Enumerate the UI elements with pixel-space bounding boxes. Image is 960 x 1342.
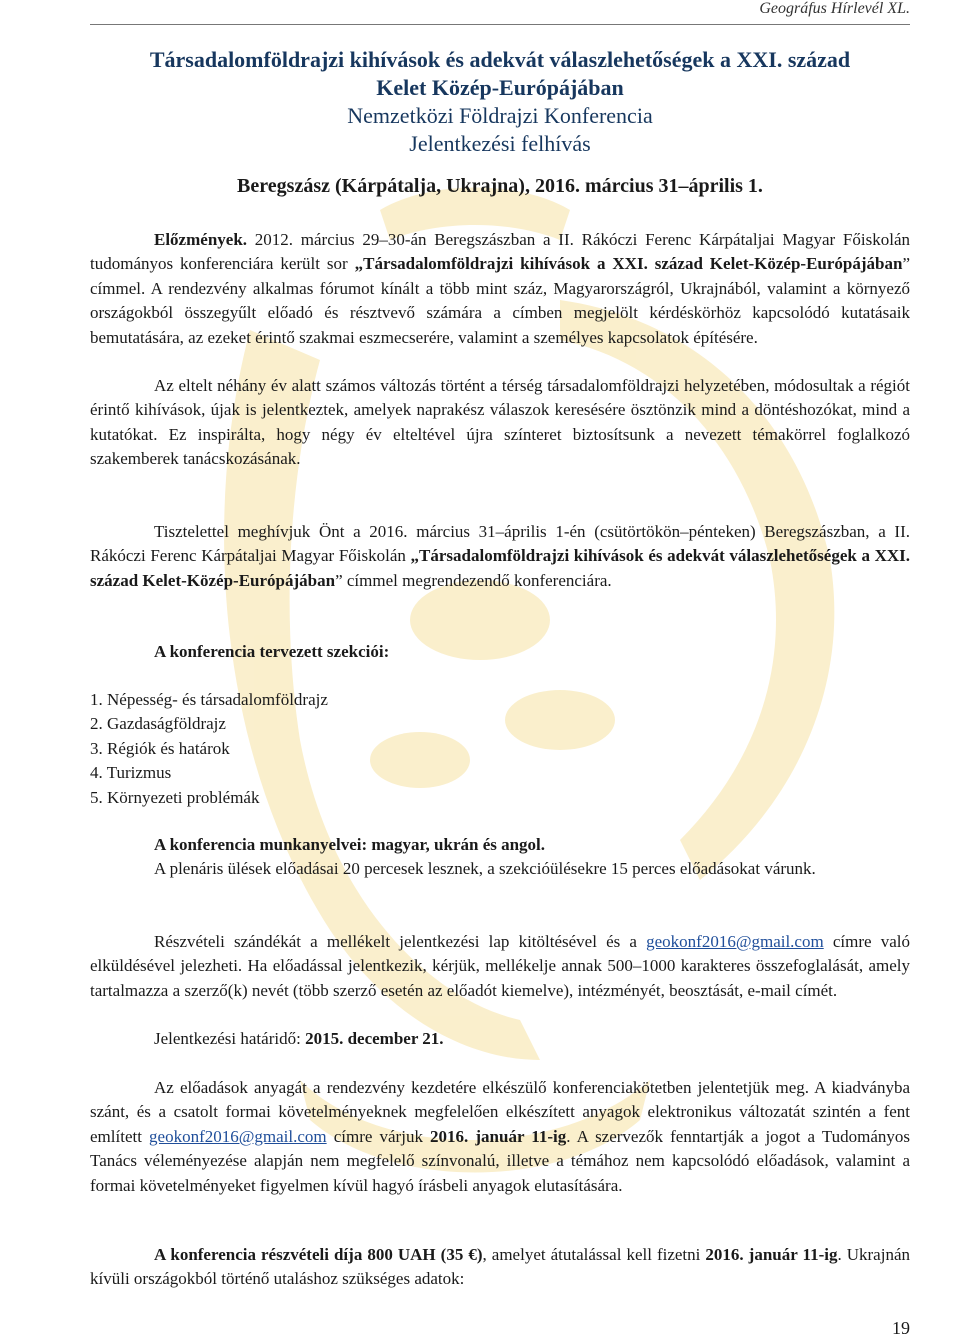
title-line: Kelet Közép-Európájában xyxy=(376,75,624,100)
text-run: Az előadások anyagát a rendezvény kezdetére elkészülő konferenciakötetben jelentetjük meg. A kiadványba szánt, és a csatolt formai követelményeknek megfelelően elkészített anyagok elektronikus változatát szintén a fent említett xyxy=(90,1078,910,1146)
deadline-line xyxy=(90,1027,910,1051)
list-item: 2. Gazdaságföldrajz xyxy=(90,714,226,734)
intro-paragraph xyxy=(90,228,910,350)
text-run: 2012. március 29–30-án Beregszászban a II. Rákóczi Ferenc Kárpátaljai Magyar Főiskolán tudományos konferenciára került sor xyxy=(90,230,910,274)
text-run: címre való elküldésével jelezheti. Ha előadással jelentkezik, kérjük, mellékelje annak 500–1000 karakteres összefoglalását, amely tartalmazza a szerző(k) nevét (több szerző esetén az előadót kiemelve), intézményét, beosztását, e-mail címét. xyxy=(90,932,910,1000)
email-link[interactable]: geokonf2016@gmail.com xyxy=(149,1126,327,1146)
title-block xyxy=(90,46,910,200)
text-run: , amelyet átutalással kell fizetni xyxy=(482,1245,706,1264)
bold-run: 2016. január 11-ig xyxy=(430,1126,567,1146)
bold-run: 2016. január 11-ig xyxy=(705,1245,838,1264)
intro-lead: Előzmények. xyxy=(154,230,248,249)
deadline-label: Jelentkezési határidő: xyxy=(154,1029,306,1048)
deadline-date: 2015. december 21. xyxy=(305,1029,444,1048)
paragraph-plenary: A plenáris ülések előadásai 20 percesek lesznek, a szekcióülésekre 15 perces előadásokat várunk. xyxy=(154,859,816,878)
languages-line: A konferencia munkanyelvei: magyar, ukrán és angol. xyxy=(154,835,546,854)
text-run: . A szervezők fenntartják a jogot a Tudományos Tanács véleményezése alapján nem megfelelő színvonalú, illetve a témához nem kapcsolódó előadások, valamint a formai követelményeket figyelmen kívül hagyó írásbeli anyagok elutasítására. xyxy=(90,1126,910,1195)
paragraph-fee xyxy=(90,1243,910,1292)
sections-list xyxy=(90,688,910,810)
bold-run: „Társadalomföldrajzi kihívások és adekvát válaszlehetőségek a XXI. század Kelet-Közép-Európájában xyxy=(90,546,910,590)
header-rule xyxy=(90,24,910,25)
paragraph-changes: Az eltelt néhány év alatt számos változás történt a térség társadalomföldrajzi helyzetében, módosultak a régiót érintő kihívások, újak is jelentkeztek, amelyek naprakész válaszok keresésére ösztönzik mind a döntéshozókat, mind a kutatókat. Ez inspirálta, hogy négy év elteltével újra színteret biztosítsunk a nevezett témakörrel foglalkozó szakemberek tanácskozásának. xyxy=(90,376,910,469)
text-run: címre várjuk xyxy=(326,1126,431,1146)
bold-run: „Társadalomföldrajzi kihívások a XXI. század Kelet-Közép-Európájában xyxy=(354,254,903,274)
email-link[interactable]: geokonf2016@gmail.com xyxy=(646,932,824,951)
venue-date: Beregszász (Kárpátalja, Ukrajna), 2016. március 31–április 1. xyxy=(237,175,763,197)
list-item: 1. Népesség- és társadalomföldrajz xyxy=(90,690,328,709)
text-run: ” címmel megrendezendő konferenciára. xyxy=(335,570,612,590)
list-item: 4. Turizmus xyxy=(90,763,172,783)
bold-run: A konferencia részvételi díja 800 UAH (35 €) xyxy=(154,1245,483,1264)
paragraph-registration xyxy=(90,930,910,1003)
paragraph-volume xyxy=(90,1076,910,1198)
running-header: Geográfus Hírlevél XL. xyxy=(759,0,910,17)
list-item: 3. Régiók és határok xyxy=(90,738,230,758)
list-item: 5. Környezeti problémák xyxy=(90,787,260,807)
page-number: 19 xyxy=(892,1318,910,1338)
text-run: . Ukrajnán kívüli országokból történő utaláshoz szükséges adatok: xyxy=(90,1245,910,1289)
text-run: ” címmel. A rendezvény alkalmas fórumot kínált a több mint száz, Magyarországról, Ukrajnából, valamint a környező országokból összegyűlt előadó és résztvevő számára a címben megjelölt kérdéskörhöz kapcsolódó kutatásaik bemutatására, az ezeket érintő szakmai eszmecserére, valamint a személyes kapcsolatok építésére. xyxy=(90,254,910,347)
title-line: Társadalomföldrajzi kihívások és adekvát válaszlehetőségek a XXI. század xyxy=(149,47,851,72)
title-line: Jelentkezési felhívás xyxy=(409,131,591,156)
sections-heading: A konferencia tervezett szekciói: xyxy=(154,642,390,661)
paragraph-invitation xyxy=(90,520,910,593)
text-run: Részvételi szándékát a mellékelt jelentkezési lap kitöltésével és a xyxy=(154,932,647,951)
text-run: Tisztelettel meghívjuk Önt a 2016. március 31–április 1-én (csütörtökön–pénteken) Beregszászban, a II. Rákóczi Ferenc Kárpátaljai Magyar Főiskolán xyxy=(90,522,910,566)
title-line: Nemzetközi Földrajzi Konferencia xyxy=(347,103,653,128)
